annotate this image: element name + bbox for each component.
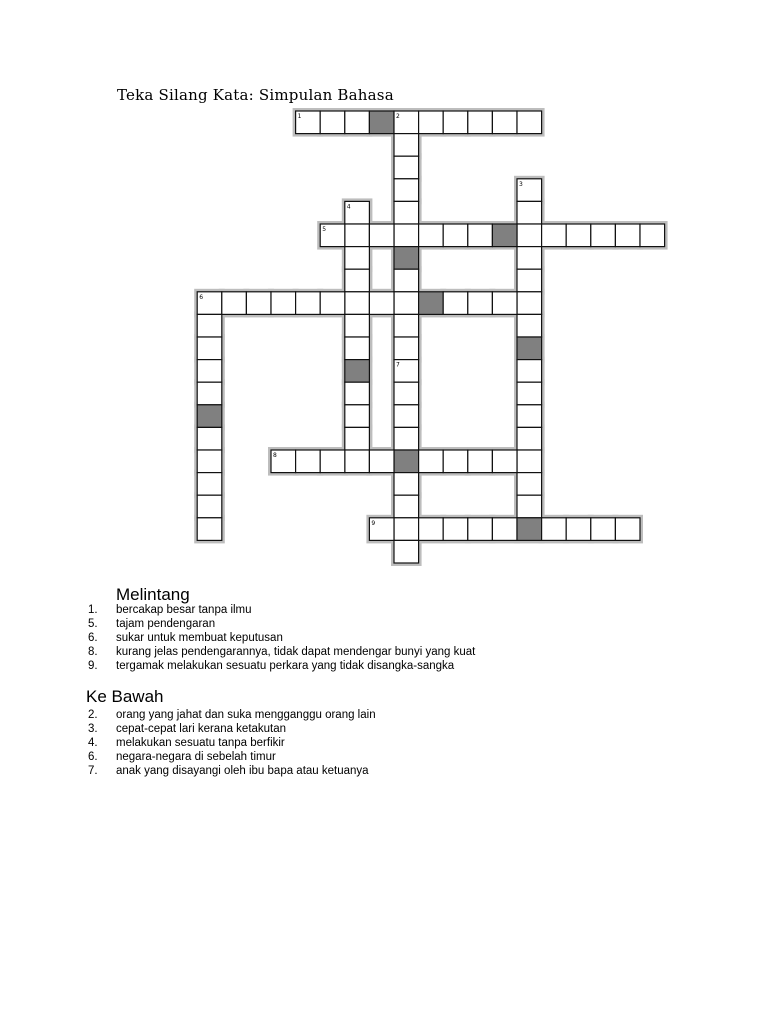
shaded-cell (197, 405, 222, 428)
grid-cell[interactable] (345, 314, 370, 337)
grid-cell[interactable] (615, 518, 640, 541)
grid-cell[interactable] (271, 292, 296, 315)
clue-text: orang yang jahat dan suka mengganggu orang lain (116, 709, 376, 721)
grid-cell[interactable] (517, 201, 542, 224)
grid-cell[interactable] (197, 518, 222, 541)
grid-cell[interactable] (468, 518, 493, 541)
grid-cell[interactable] (197, 473, 222, 496)
shaded-cell (394, 247, 419, 270)
grid-cell[interactable] (345, 337, 370, 360)
grid-cell[interactable] (369, 224, 394, 247)
cell-number: 6 (199, 293, 204, 301)
grid-cell[interactable] (394, 179, 419, 202)
cell-number: 1 (297, 113, 302, 120)
grid-cell[interactable] (394, 201, 419, 224)
grid-cell[interactable] (492, 111, 517, 134)
puzzle-title: Teka Silang Kata: Simpulan Bahasa (117, 86, 394, 104)
grid-cell[interactable] (345, 111, 370, 134)
grid-cell[interactable] (394, 337, 419, 360)
shaded-cell (369, 111, 394, 134)
grid-cell[interactable] (345, 450, 370, 473)
clue-number: 6. (88, 751, 98, 763)
grid-cell[interactable] (492, 292, 517, 315)
grid-cell[interactable] (517, 473, 542, 496)
grid-cell[interactable] (394, 314, 419, 337)
clue-text: negara-negara di sebelah timur (116, 751, 276, 763)
grid-cell[interactable] (468, 111, 493, 134)
clue-text: sukar untuk membuat keputusan (116, 632, 283, 644)
across-heading: Melintang (116, 585, 190, 604)
grid-cell[interactable] (517, 292, 542, 315)
grid-cell[interactable] (492, 450, 517, 473)
clue-text: bercakap besar tanpa ilmu (116, 604, 252, 616)
grid-cell[interactable] (296, 450, 321, 473)
grid-cell[interactable] (394, 495, 419, 518)
clue-number: 6. (88, 632, 98, 644)
grid-cell[interactable] (345, 427, 370, 450)
grid-cell[interactable] (296, 292, 321, 315)
grid-cell[interactable] (320, 450, 345, 473)
shaded-cell (419, 292, 444, 315)
grid-cell[interactable] (542, 518, 567, 541)
grid-cell[interactable] (345, 382, 370, 405)
clue-number: 8. (88, 646, 98, 658)
clue-number: 1. (88, 604, 98, 616)
grid-cell[interactable] (419, 518, 444, 541)
grid-cell[interactable] (615, 224, 640, 247)
grid-cell[interactable] (394, 382, 419, 405)
grid-cell[interactable] (517, 495, 542, 518)
grid-cell[interactable] (517, 247, 542, 270)
grid-cell[interactable] (197, 427, 222, 450)
grid-cell[interactable] (394, 427, 419, 450)
clue-text: tergamak melakukan sesuatu perkara yang tidak disangka-sangka (116, 660, 455, 672)
shaded-cell (517, 518, 542, 541)
grid-cell[interactable] (320, 292, 345, 315)
clue-text: melakukan sesuatu tanpa berfikir (116, 737, 285, 749)
grid-cell[interactable] (419, 111, 444, 134)
grid-cell[interactable] (566, 518, 591, 541)
clue-number: 9. (88, 660, 98, 672)
grid-cell[interactable] (394, 156, 419, 179)
grid-cell[interactable] (542, 224, 567, 247)
grid-cell[interactable] (517, 224, 542, 247)
clue-number: 7. (88, 765, 98, 777)
clue-text: kurang jelas pendengarannya, tidak dapat mendengar bunyi yang kuat (116, 646, 476, 658)
clue-text: anak yang disayangi oleh ibu bapa atau ketuanya (116, 765, 369, 777)
shaded-cell (345, 360, 370, 383)
grid-cell[interactable] (443, 111, 468, 134)
grid-cell[interactable] (369, 450, 394, 473)
grid-cell[interactable] (345, 405, 370, 428)
grid-cell[interactable] (369, 292, 394, 315)
grid-cell[interactable] (197, 314, 222, 337)
grid-cell[interactable] (443, 224, 468, 247)
grid-cell[interactable] (345, 224, 370, 247)
grid-cell[interactable] (517, 450, 542, 473)
clue-item (88, 645, 688, 659)
grid-cell[interactable] (246, 292, 271, 315)
clue-item (88, 708, 688, 722)
grid-cell[interactable] (517, 314, 542, 337)
clue-item (88, 764, 688, 778)
clue-number: 3. (88, 723, 98, 735)
grid-cell[interactable] (517, 427, 542, 450)
grid-cell[interactable] (197, 495, 222, 518)
grid-cell[interactable] (394, 473, 419, 496)
grid-cell[interactable] (640, 224, 665, 247)
clue-text: tajam pendengaran (116, 618, 216, 630)
grid-cell[interactable] (443, 450, 468, 473)
grid-cell[interactable] (345, 292, 370, 315)
clue-item (88, 617, 688, 631)
clue-item (88, 722, 688, 736)
cell-number: 2 (396, 113, 400, 120)
grid-cell[interactable] (591, 518, 616, 541)
cell-number: 8 (273, 452, 277, 459)
clue-item (88, 631, 688, 645)
grid-cell[interactable] (197, 382, 222, 405)
grid-cell[interactable] (394, 269, 419, 292)
grid-cell[interactable] (492, 518, 517, 541)
grid-cell[interactable] (394, 518, 419, 541)
down-heading: Ke Bawah (86, 687, 164, 706)
cell-number: 7 (396, 361, 400, 369)
clue-number: 5. (88, 618, 98, 630)
shaded-cell (394, 450, 419, 473)
clue-item (88, 750, 688, 764)
shaded-cell (492, 224, 517, 247)
grid-cell[interactable] (394, 134, 419, 157)
grid-cell[interactable] (419, 450, 444, 473)
grid-cell[interactable] (197, 360, 222, 383)
cell-number: 3 (519, 180, 523, 188)
cell-number: 9 (371, 519, 376, 527)
grid-cell[interactable] (443, 292, 468, 315)
grid-cell[interactable] (468, 292, 493, 315)
grid-cell[interactable] (320, 111, 345, 134)
shaded-cell (517, 337, 542, 360)
grid-cell[interactable] (566, 224, 591, 247)
cell-number: 5 (322, 226, 327, 233)
clue-item (88, 659, 688, 673)
clue-item (88, 736, 688, 750)
grid-cell[interactable] (517, 382, 542, 405)
clue-number: 4. (88, 737, 98, 749)
grid-cell[interactable] (591, 224, 616, 247)
cell-number: 4 (346, 203, 351, 211)
grid-cell[interactable] (419, 224, 444, 247)
grid-cell[interactable] (394, 224, 419, 247)
grid-cell[interactable] (197, 337, 222, 360)
grid-cell[interactable] (443, 518, 468, 541)
clue-number: 2. (88, 709, 98, 721)
grid-cell[interactable] (394, 540, 419, 563)
grid-cell[interactable] (394, 292, 419, 315)
grid-cell[interactable] (517, 269, 542, 292)
grid-cell[interactable] (517, 360, 542, 383)
grid-cell[interactable] (197, 450, 222, 473)
grid-cell[interactable] (345, 247, 370, 270)
clue-item (88, 603, 688, 617)
grid-cell[interactable] (345, 269, 370, 292)
grid-cell[interactable] (222, 292, 247, 315)
grid-cell[interactable] (394, 405, 419, 428)
grid-cell[interactable] (517, 405, 542, 428)
grid-cell[interactable] (468, 224, 493, 247)
grid-cell[interactable] (468, 450, 493, 473)
clue-text: cepat-cepat lari kerana ketakutan (116, 723, 287, 735)
grid-cell[interactable] (517, 111, 542, 134)
